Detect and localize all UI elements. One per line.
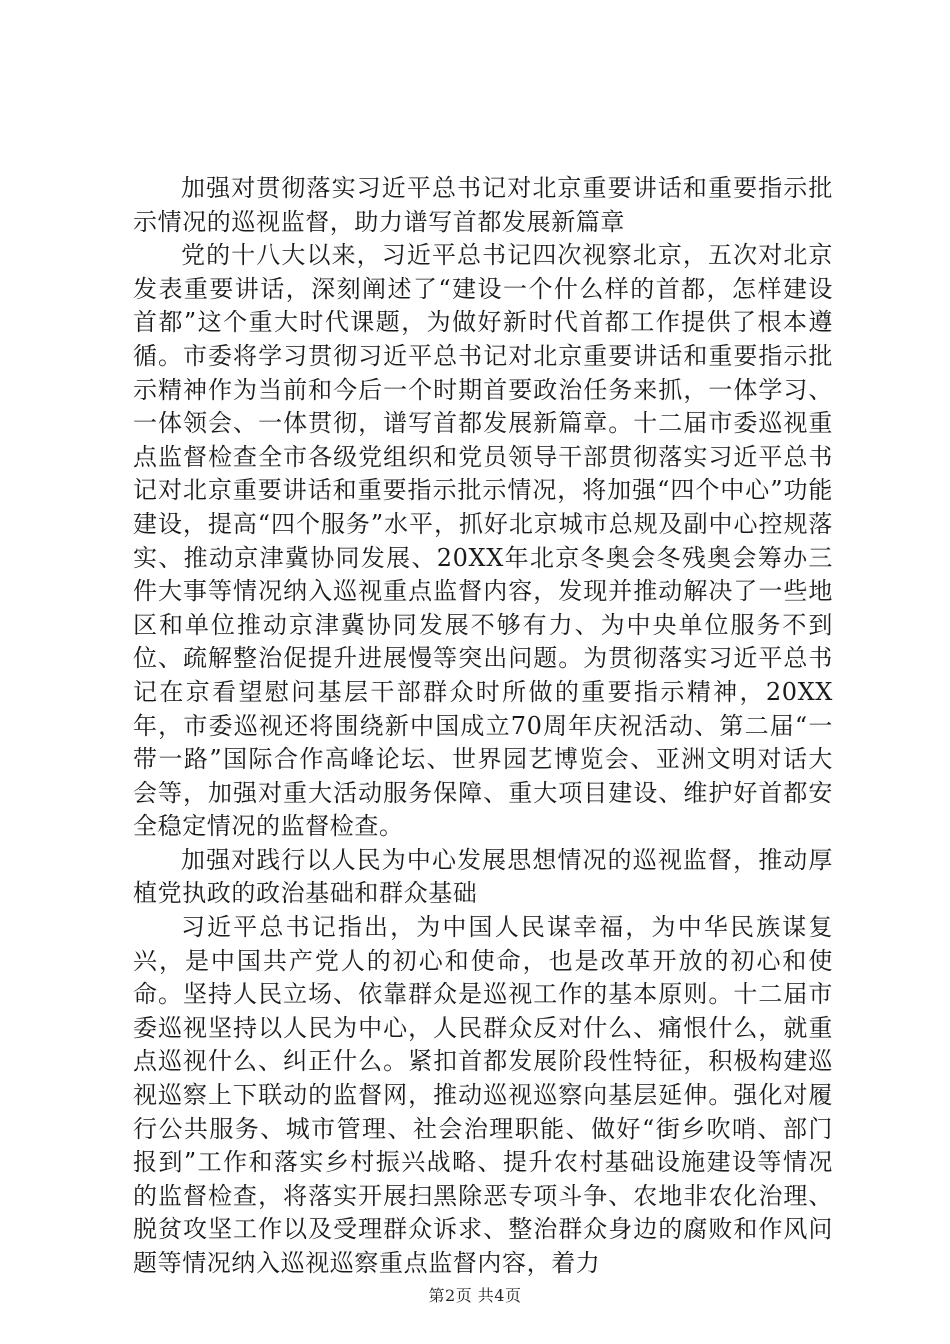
body-paragraph-2: 习近平总书记指出，为中国人民谋幸福，为中华民族谋复兴，是中国共产党人的初心和使命，也是改革开放的初心和使命。坚持人民立场、依靠群众是巡视工作的基本原则。十二届市委巡视坚持以人民为中心，人民群众反对什么、痛恨什么，就重点巡视什么、纠正什么。紧扣首都发展阶段性特征，积极构建巡视巡察上下联动的监督网，推动巡视巡察向基层延伸。强化对履行公共服务、城市管理、社会治理职能、做好“街乡吹哨、部门报到”工作和落实乡村振兴战略、提升农村基础设施建设等情况的监督检查，将落实开展扫黑除恶专项斗争、农地非农化治理、脱贫攻坚工作以及受理群众诉求、整治群众身边的腐败和作风问题等情况纳入巡视巡察重点监督内容，着力	[133, 913, 833, 1277]
page-number-footer: 第2页 共4页	[428, 1286, 522, 1305]
document-body	[133, 172, 833, 1281]
body-paragraph-1: 党的十八大以来，习近平总书记四次视察北京，五次对北京发表重要讲话，深刻阐述了“建设一个什么样的首都，怎样建设首都”这个重大时代课题，为做好新时代首都工作提供了根本遵循。市委将学习贯彻习近平总书记对北京重要讲话和重要指示批示精神作为当前和今后一个时期首要政治任务来抓，一体学习、一体领会、一体贯彻，谱写首都发展新篇章。十二届市委巡视重点监督检查全市各级党组织和党员领导干部贯彻落实习近平总书记对北京重要讲话和重要指示批示情况，将加强“四个中心”功能建设，提高“四个服务”水平，抓好北京城市总规及副中心控规落实、推动京津冀协同发展、20XX年北京冬奥会冬残奥会筹办三件大事等情况纳入巡视重点监督内容，发现并推动解决了一些地区和单位推动京津冀协同发展不够有力、为中央单位服务不到位、疏解整治促提升进展慢等突出问题。为贯彻落实习近平总书记在京看望慰问基层干部群众时所做的重要指示精神，20XX年，市委巡视还将围绕新中国成立70周年庆祝活动、第二届“一带一路”国际合作高峰论坛、世界园艺博览会、亚洲文明对话大会等，加强对重大活动服务保障、重大项目建设、维护好首都安全稳定情况的监督检查。	[133, 241, 833, 841]
section-heading-2: 加强对践行以人民为中心发展思想情况的巡视监督，推动厚植党执政的政治基础和群众基础	[133, 845, 833, 908]
section-heading-1: 加强对贯彻落实习近平总书记对北京重要讲话和重要指示批示情况的巡视监督，助力谱写首都发展新篇章	[133, 174, 833, 236]
